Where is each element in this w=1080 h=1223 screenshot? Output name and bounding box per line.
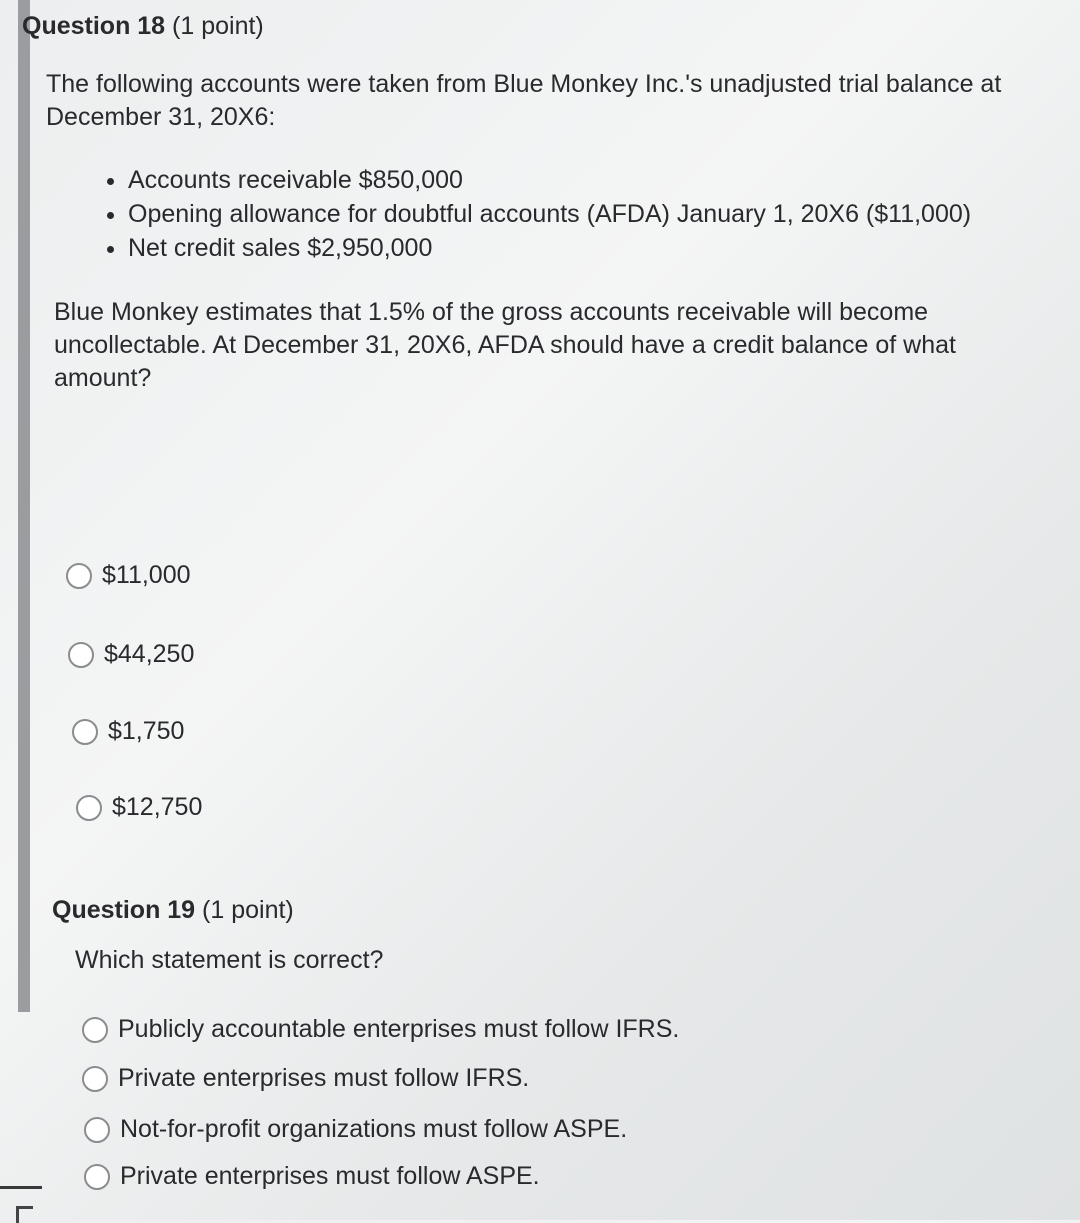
option-1750[interactable] [72,717,184,746]
list-item: • Accounts receivable $850,000 [128,163,971,197]
option-label: $44,250 [104,640,195,668]
radio-button[interactable] [66,563,92,589]
account-list [90,163,971,265]
option-private-ifrs[interactable] [82,1064,529,1093]
scrollbar[interactable] [18,0,30,1012]
question-19-prompt: Which statement is correct? [75,946,384,974]
option-private-aspe[interactable] [84,1162,540,1191]
question-18-intro: The following accounts were taken from Blue Monkey Inc.'s unadjusted trial balance at December 31, 20X6: [46,70,1002,131]
option-44250[interactable] [68,640,194,669]
radio-button[interactable] [84,1117,110,1143]
option-publicly-ifrs[interactable] [82,1015,679,1044]
radio-button[interactable] [72,719,98,745]
question-19-title: Question 19 (1 point) [52,896,294,924]
option-label: Private enterprises must follow IFRS. [118,1064,530,1092]
radio-button[interactable] [68,642,94,668]
option-label: $12,750 [112,793,203,821]
list-item: • Opening allowance for doubtful accounts (AFDA) January 1, 20X6 ($11,000) [128,197,971,231]
list-item: • Net credit sales $2,950,000 [128,231,971,265]
radio-button[interactable] [76,795,102,821]
option-label: $11,000 [102,561,191,589]
option-11000[interactable] [66,561,191,590]
question-18-title: Question 18 (1 point) [22,12,264,40]
radio-button[interactable] [82,1017,108,1043]
option-label: Not-for-profit organizations must follow ASPE. [120,1115,628,1143]
option-label: Publicly accountable enterprises must follow IFRS. [118,1015,680,1043]
option-label: $1,750 [108,717,185,745]
question-18-prompt: Blue Monkey estimates that 1.5% of the gross accounts receivable will become uncollectable. At December 31, 20X6, AFDA should have a credit balance of what amount? [54,298,956,392]
radio-button[interactable] [84,1164,110,1190]
option-nfp-aspe[interactable] [84,1115,627,1144]
divider [0,1186,42,1189]
option-label: Private enterprises must follow ASPE. [120,1162,540,1190]
corner-icon [16,1206,33,1223]
radio-button[interactable] [82,1066,108,1092]
option-12750[interactable] [76,793,202,822]
